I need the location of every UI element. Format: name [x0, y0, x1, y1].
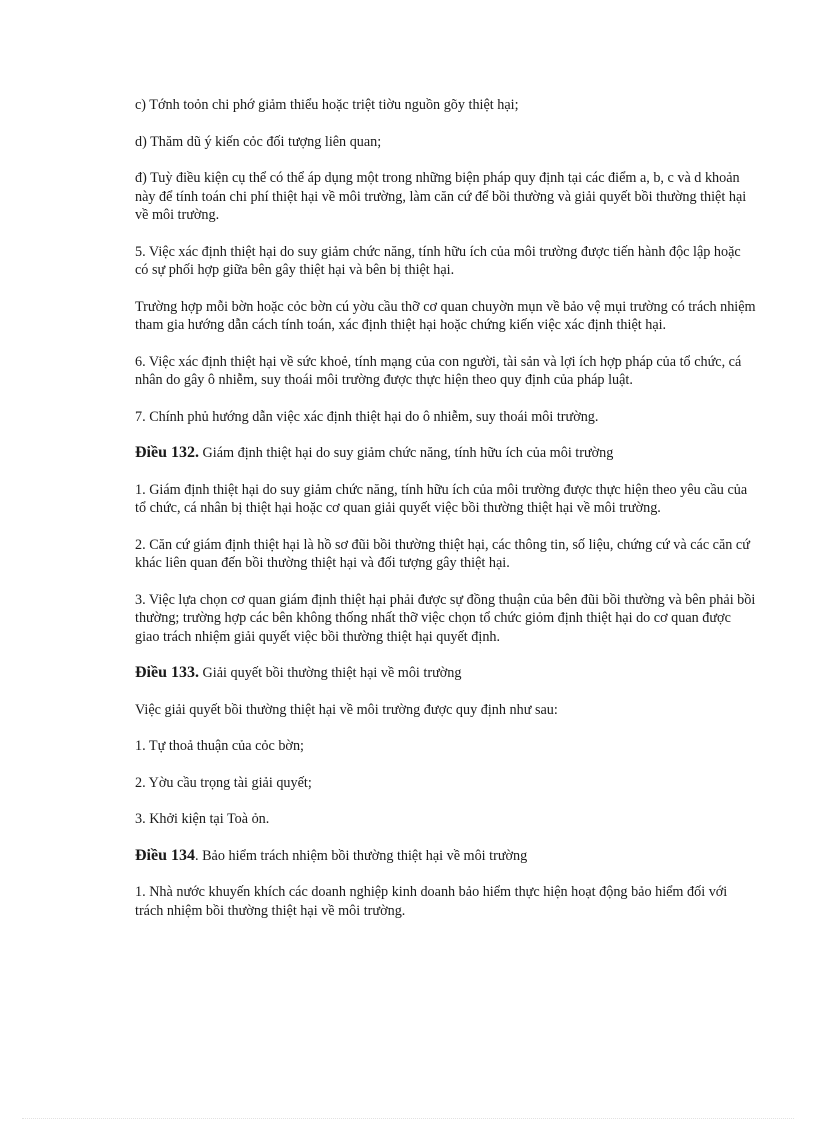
article-134-title: . Bảo hiểm trách nhiệm bồi thường thiệt hại về môi trường: [195, 847, 528, 864]
article-134-label: Điều 134: [135, 846, 195, 864]
article-132-label: Điều 132.: [135, 444, 199, 461]
article-133-title: Giải quyết bồi thường thiệt hại về môi trường: [202, 665, 462, 681]
article-134-para-1: 1. Nhà nước khuyến khích các doanh nghiệp kinh doanh bảo hiểm thực hiện hoạt động bảo hiểm đối với trách nhiệm bồi thường thiệt hại về môi trường.: [135, 884, 728, 919]
paragraph-7: 7. Chính phủ hướng dẫn việc xác định thiệt hại do ô nhiễm, suy thoái môi trường.: [135, 408, 599, 425]
paragraph-5: 5. Việc xác định thiệt hại do suy giảm chức năng, tính hữu ích của môi trường được tiến hành độc lập hoặc có sự phối hợp giữa bên gây thiệt hại và bên bị thiệt hại.: [135, 243, 741, 278]
article-134-heading: [135, 847, 757, 866]
article-132-para-2: 2. Căn cứ giám định thiệt hại là hồ sơ đũi bồi thường thiệt hại, các thông tin, số liệu, chứng cứ và các căn cứ khác liên quan đến bồi thường thiệt hại và đối tượng gây thiệt hại.: [135, 536, 750, 571]
paragraph-d: d) Thăm dũ ý kiến cỏc đối tượng liên quan;: [135, 133, 382, 150]
article-133-para-3: 3. Khởi kiện tại Toà ỏn.: [135, 811, 270, 827]
article-133-heading: [135, 664, 757, 683]
paragraph-dd: đ) Tuỳ điều kiện cụ thể có thể áp dụng một trong những biện pháp quy định tại các điểm a, b, c và d khoản này để tính toán chi phí thiệt hại về môi trường, làm căn cứ để bồi thường và giải quyết bồi thường thiệt hại về môi trường.: [135, 170, 747, 223]
article-132-para-1: 1. Giám định thiệt hại do suy giảm chức năng, tính hữu ích của môi trường được thực hiện theo yêu cầu của tổ chức, cá nhân bị thiệt hại hoặc cơ quan giải quyết việc bồi thường thiệt hại về môi trường.: [135, 481, 748, 516]
article-132-heading: [135, 444, 757, 463]
paragraph-6: 6. Việc xác định thiệt hại về sức khoẻ, tính mạng của con người, tài sản và lợi ích hợp pháp của tổ chức, cá nhân do gây ô nhiễm, suy thoái môi trường được thực hiện theo quy định của pháp luật.: [135, 353, 742, 388]
article-133-para-intro: Việc giải quyết bồi thường thiệt hại về môi trường được quy định như sau:: [135, 701, 558, 718]
article-133-label: Điều 133.: [135, 664, 199, 681]
article-132-para-3: 3. Việc lựa chọn cơ quan giám định thiệt hại phải được sự đồng thuận của bên đũi bồi thường và bên phải bồi thường; trường hợp các bên không thống nhất thỡ việc chọn tổ chức giỏm định thiệt hại do cơ quan được giao trách nhiệm giải quyết việc bồi thường thiệt hại quyết định.: [135, 591, 756, 645]
document-page: [135, 96, 757, 938]
paragraph-5-cont: Trường hợp mỗi bờn hoặc cỏc bờn cú yờu cầu thỡ cơ quan chuyờn mụn về bảo vệ mụi trường có trách nhiệm tham gia hướng dẫn cách tính toán, xác định thiệt hại hoặc chứng kiến việc xác định thiệt hại.: [135, 298, 756, 333]
article-132-title: Giám định thiệt hại do suy giảm chức năng, tính hữu ích của môi trường: [202, 445, 614, 461]
paragraph-c: c) Tớnh toỏn chi phớ giảm thiểu hoặc triệt tiờu nguồn gõy thiệt hại;: [135, 97, 519, 113]
article-133-para-1: 1. Tự thoả thuận của cỏc bờn;: [135, 738, 304, 754]
article-133-para-2: 2. Yờu cầu trọng tài giải quyết;: [135, 774, 312, 791]
page-bottom-divider: [22, 1118, 794, 1119]
